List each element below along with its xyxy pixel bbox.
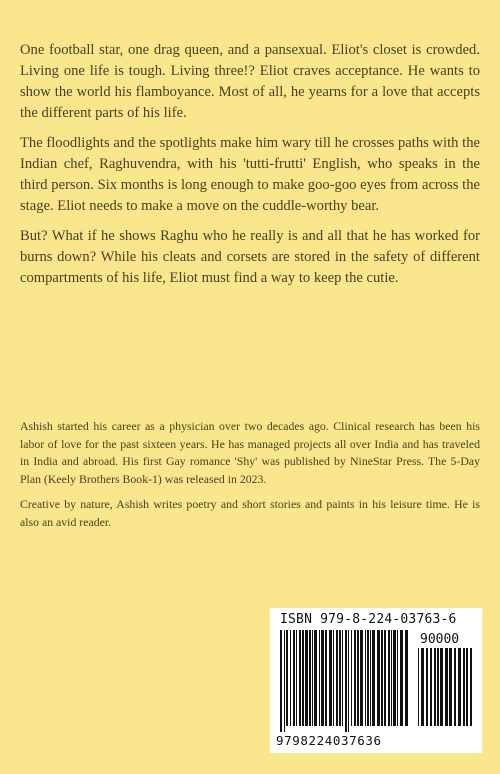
blurb-paragraph-2: The floodlights and the spotlights make him wary till he crosses paths with the Indian chef, Raghuvendra, with his 'tutti-frutti' English, who speaks in the third person. Six months is long enough to make goo-goo eyes from across the stage. Eliot needs to make a move on the cuddle-worthy bear. — [20, 135, 480, 214]
barcode-bar — [466, 648, 468, 726]
barcode-bar — [305, 630, 308, 726]
barcode-bar — [381, 630, 383, 726]
barcode-bar — [434, 648, 436, 726]
barcode-bar — [445, 648, 448, 726]
barcode-bar — [299, 630, 301, 726]
barcode-bar — [345, 630, 347, 732]
author-bio — [20, 418, 480, 539]
barcode-bar — [377, 630, 380, 726]
barcode-bar — [430, 648, 432, 726]
barcode-bar — [296, 630, 297, 726]
barcode-bar — [302, 630, 304, 726]
barcode-bar — [370, 630, 371, 726]
price-code: 90000 — [420, 632, 460, 647]
barcode-bar — [367, 630, 369, 726]
barcode-bar — [351, 630, 352, 726]
barcode-bar — [360, 630, 363, 726]
barcode-bar — [290, 630, 291, 726]
isbn-label: ISBN 979-8-224-03763-6 — [280, 612, 457, 627]
blurb-paragraph-1: One football star, one drag queen, and a pansexual. Eliot's closet is crowded. Living one life is tough. Living three!? Eliot craves acceptance. He wants to show the world his flamboyance. Most of all, he yearns for a love that accepts the different parts of his life. — [20, 42, 480, 121]
blurb-paragraph-3: But? What if he shows Raghu who he really is and all that he has worked for burns down? While his cleats and corsets are stored in the safety of different compartments of his life, Eliot must find a way to keep the cutie. — [20, 228, 480, 286]
barcode-bar — [329, 630, 332, 726]
barcode-bar — [437, 648, 439, 726]
barcode-bar — [321, 630, 324, 726]
barcode-bar — [463, 648, 465, 726]
barcode-bar — [293, 630, 295, 726]
barcode-bar — [280, 630, 282, 732]
barcode-digits: 9798224037636 — [276, 733, 382, 748]
barcode-bar — [426, 648, 428, 726]
bio-paragraph-2: Creative by nature, Ashish writes poetry and short stories and paints in his leisure time. He is also an avid reader. — [20, 497, 480, 529]
barcode-bar — [391, 630, 392, 726]
barcode-bar — [365, 630, 366, 726]
barcode-bar — [470, 648, 472, 726]
barcode-bar — [405, 630, 408, 726]
barcode-bar — [384, 630, 386, 726]
barcode-bar — [397, 630, 398, 726]
barcode-bar — [333, 630, 334, 726]
barcode-bar — [357, 630, 359, 726]
barcode-bar — [454, 648, 456, 726]
book-blurb — [20, 40, 480, 298]
barcode-bar — [372, 630, 375, 726]
barcode-bar — [388, 630, 390, 726]
barcode-bar — [449, 648, 452, 726]
barcode-bar — [421, 648, 424, 726]
barcode-bar — [354, 630, 356, 726]
barcode-bar — [325, 630, 327, 726]
isbn-barcode — [270, 608, 482, 753]
bio-paragraph-1: Ashish started his career as a physician over two decades ago. Clinical research has been his labor of love for the past sixteen years. He has managed projects all over India and has traveled in India and abroad. His first Gay romance 'Shy' was published by NineStar Press. The 5-Day Plan (Keely Brothers Book-1) was released in 2023. — [20, 419, 480, 486]
barcode-bar — [393, 630, 396, 726]
barcode-bar — [312, 630, 313, 726]
barcode-bar — [418, 648, 419, 726]
barcode-bar — [319, 630, 320, 726]
barcode-bar — [458, 648, 461, 726]
barcode-bar — [336, 630, 338, 726]
barcode-bar — [348, 630, 349, 732]
barcode-bar — [400, 630, 403, 726]
barcode-bar — [309, 630, 311, 726]
barcode-bar — [342, 630, 343, 726]
price-barcode-bars — [418, 648, 474, 732]
barcode-bar — [440, 648, 443, 726]
barcode-bar — [339, 630, 341, 726]
barcode-bar — [314, 630, 317, 726]
ean-barcode-bars — [280, 630, 412, 732]
barcode-bar — [286, 630, 288, 726]
barcode-bar — [284, 630, 285, 732]
